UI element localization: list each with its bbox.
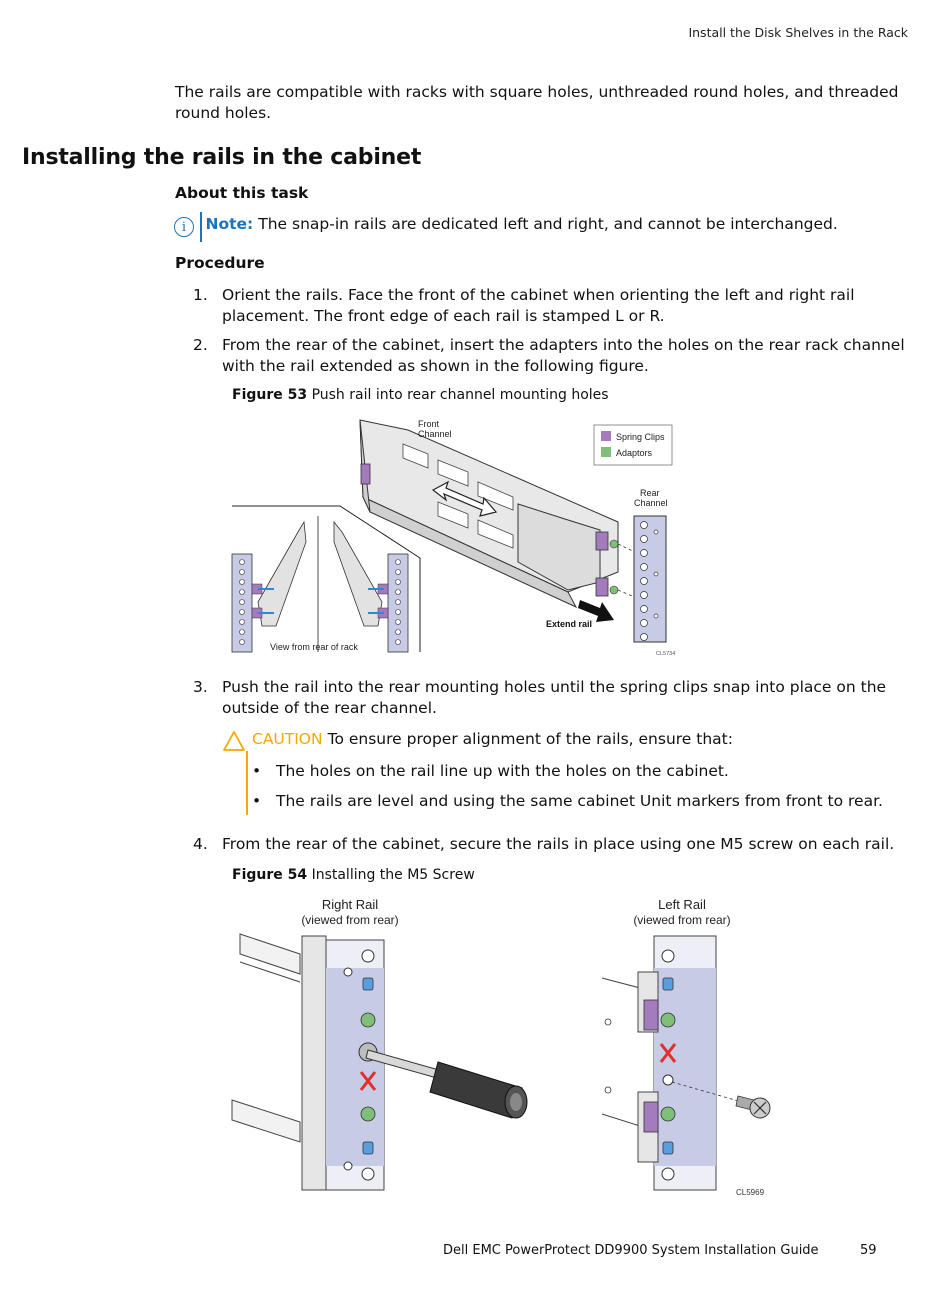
running-head: Install the Disk Shelves in the Rack bbox=[688, 25, 908, 40]
front-channel-label-2: Channel bbox=[418, 429, 452, 439]
footer-guide-title: Dell EMC PowerProtect DD9900 System Installation Guide bbox=[443, 1243, 819, 1258]
step-4 bbox=[193, 834, 913, 855]
step-3 bbox=[193, 677, 913, 719]
step-text: From the rear of the cabinet, insert the adapters into the holes on the rear rack channel with the rail extended as shown in the following figure. bbox=[222, 336, 905, 375]
figure-53-illustration bbox=[228, 412, 680, 662]
figure-53-id: CL5734 bbox=[656, 651, 676, 657]
front-channel-label: Front bbox=[418, 419, 440, 429]
figure-54-illustration bbox=[230, 892, 778, 1202]
note-label: Note: bbox=[205, 215, 254, 233]
caution-bullet: • The rails are level and using the same cabinet Unit markers from front to rear. bbox=[252, 791, 883, 812]
figure-54-caption bbox=[232, 867, 475, 883]
extend-rail-label: Extend rail bbox=[546, 619, 593, 629]
page-number: 59 bbox=[860, 1243, 877, 1258]
legend-adaptors: Adaptors bbox=[616, 448, 653, 458]
step-2 bbox=[193, 335, 913, 377]
figure-label: Figure 53 bbox=[232, 387, 308, 403]
caution-text: To ensure proper alignment of the rails, ensure that: bbox=[327, 730, 733, 748]
right-rail-label: Right Rail bbox=[321, 897, 379, 912]
caution-divider bbox=[246, 751, 248, 815]
step-number: 3. bbox=[193, 678, 208, 696]
rear-channel-label: Rear bbox=[640, 488, 660, 498]
figure-title: Installing the M5 Screw bbox=[311, 867, 475, 883]
caution-text-line bbox=[252, 729, 733, 750]
note-text: The snap-in rails are dedicated left and right, and cannot be interchanged. bbox=[258, 215, 838, 233]
procedure-heading: Procedure bbox=[175, 254, 265, 272]
section-title: Installing the rails in the cabinet bbox=[22, 145, 422, 170]
info-icon: i bbox=[174, 217, 194, 237]
caution-bullet: • The holes on the rail line up with the holes on the cabinet. bbox=[252, 761, 729, 782]
step-number: 1. bbox=[193, 286, 208, 304]
figure-title: Push rail into rear channel mounting holes bbox=[311, 387, 609, 403]
warning-triangle-icon bbox=[222, 730, 246, 752]
figure-53-caption bbox=[232, 387, 609, 403]
note-divider bbox=[200, 212, 202, 242]
step-text: Push the rail into the rear mounting holes until the spring clips snap into place on the outside of the rear channel. bbox=[222, 678, 887, 717]
step-text: From the rear of the cabinet, secure the rails in place using one M5 screw on each rail. bbox=[222, 835, 895, 853]
step-1 bbox=[193, 285, 913, 327]
rear-channel-label-2: Channel bbox=[634, 498, 668, 508]
step-text: Orient the rails. Face the front of the cabinet when orienting the left and right rail placement. The front edge of each rail is stamped L or R. bbox=[222, 286, 855, 325]
right-rail-drawing bbox=[232, 934, 527, 1190]
intro-paragraph: The rails are compatible with racks with square holes, unthreaded round holes, and threaded round holes. bbox=[175, 83, 899, 122]
note-callout bbox=[174, 214, 914, 242]
legend-spring-clips: Spring Clips bbox=[616, 432, 665, 442]
rear-view-inset bbox=[232, 506, 420, 652]
step-number: 2. bbox=[193, 336, 208, 354]
caution-label: CAUTION bbox=[252, 730, 323, 748]
figure-54-id: CL5969 bbox=[736, 1188, 765, 1197]
view-from-rear-label: View from rear of rack bbox=[270, 642, 358, 652]
left-rail-drawing bbox=[602, 936, 770, 1190]
about-heading: About this task bbox=[175, 184, 309, 202]
figure-label: Figure 54 bbox=[232, 867, 308, 883]
right-rail-sublabel: (viewed from rear) bbox=[301, 913, 399, 927]
figure-53-legend bbox=[594, 425, 672, 465]
left-rail-sublabel: (viewed from rear) bbox=[633, 913, 731, 927]
left-rail-label: Left Rail bbox=[658, 897, 706, 912]
step-number: 4. bbox=[193, 835, 208, 853]
